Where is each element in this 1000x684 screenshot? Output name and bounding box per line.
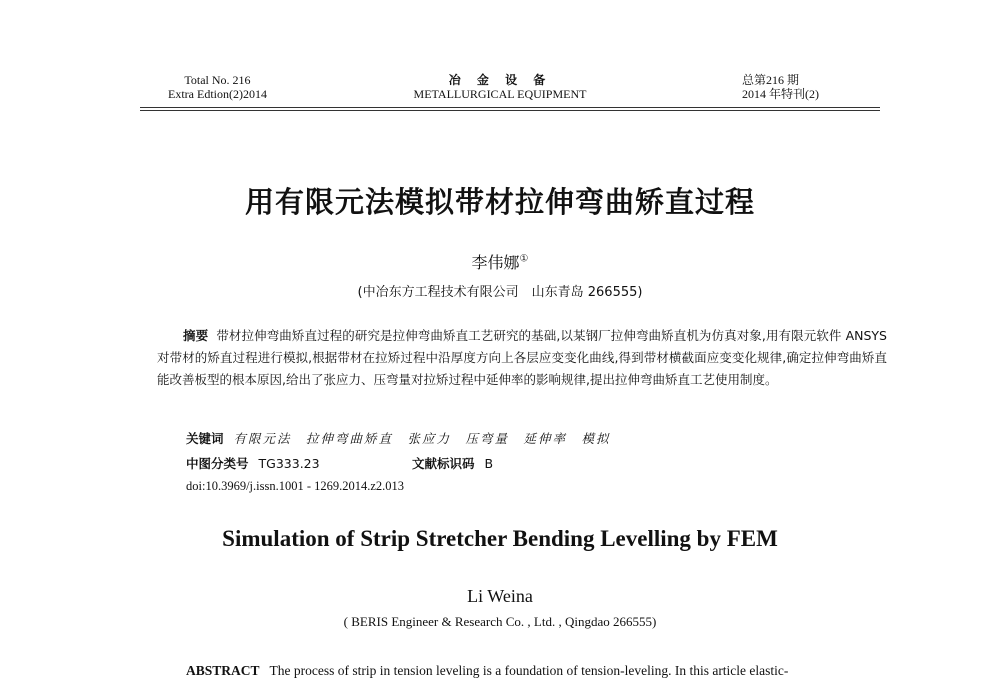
keywords-label: 关键词 — [186, 431, 224, 446]
abstract-cn-label: 摘要 — [183, 328, 209, 343]
journal-name-cn: 冶 金 设 备 — [448, 73, 552, 87]
affiliation-cn: (中冶东方工程技术有限公司 山东青岛 266555) — [357, 285, 643, 300]
author-footnote-mark: ① — [519, 253, 529, 265]
header-center — [0, 73, 1000, 101]
header-total-no: Total No. 216 — [184, 73, 251, 87]
header-rule-top — [140, 107, 880, 108]
keywords-values: 有限元法 拉伸弯曲矫直 张应力 压弯量 延伸率 模拟 — [233, 431, 611, 446]
abstract-en-text: The process of strip in tension leveling is a foundation of tension-leveling. In this article elastic- — [269, 663, 789, 678]
classification-line — [186, 454, 320, 472]
doi: doi:10.3969/j.issn.1001 - 1269.2014.z2.013 — [186, 479, 405, 493]
clc-label: 中图分类号 — [186, 456, 249, 471]
abstract-en-label: ABSTRACT — [186, 663, 260, 678]
document-code-line — [412, 454, 493, 472]
abstract-en — [186, 663, 788, 679]
header-issue-cn: 总第216 期 — [742, 73, 800, 87]
abstract-cn-text: 带材拉伸弯曲矫直过程的研究是拉伸弯曲矫直工艺研究的基础,以某钢厂拉伸弯曲矫直机为仿真对象,用有限元软件 ANSYS 对带材的矫直过程进行模拟,根据带材在拉矫过程中沿厚度方向上各层应变变化曲线,得到带材横截面应变变化规律,确定拉伸弯曲矫直能改善板型的根本原因,给出了张应力、压弯量对拉矫过程中延伸率的影响规律,提出拉伸弯曲矫直工艺使用制度。 — [157, 328, 887, 387]
paper-title-cn: 用有限元法模拟带材拉伸弯曲矫直过程 — [244, 185, 755, 219]
author-en: Li Weina — [467, 586, 533, 606]
paper-title-en: Simulation of Strip Stretcher Bending Levelling by FEM — [222, 526, 778, 551]
author-cn-name: 李伟娜 — [471, 253, 520, 272]
header-right — [742, 73, 819, 101]
header-edition: Extra Edtion(2)2014 — [168, 87, 267, 101]
clc-value: TG333.23 — [258, 456, 320, 471]
header-year-cn: 2014 年特刊(2) — [742, 87, 819, 101]
document-code-label: 文献标识码 — [412, 456, 475, 471]
author-cn — [0, 250, 1000, 273]
header-rule-bottom — [140, 110, 880, 111]
affiliation-en: ( BERIS Engineer & Research Co. , Ltd. , Qingdao 266555) — [343, 614, 657, 629]
abstract-cn — [157, 325, 887, 391]
journal-name-en: METALLURGICAL EQUIPMENT — [413, 87, 587, 101]
keywords-line — [186, 429, 611, 447]
document-code-value: B — [484, 456, 494, 471]
